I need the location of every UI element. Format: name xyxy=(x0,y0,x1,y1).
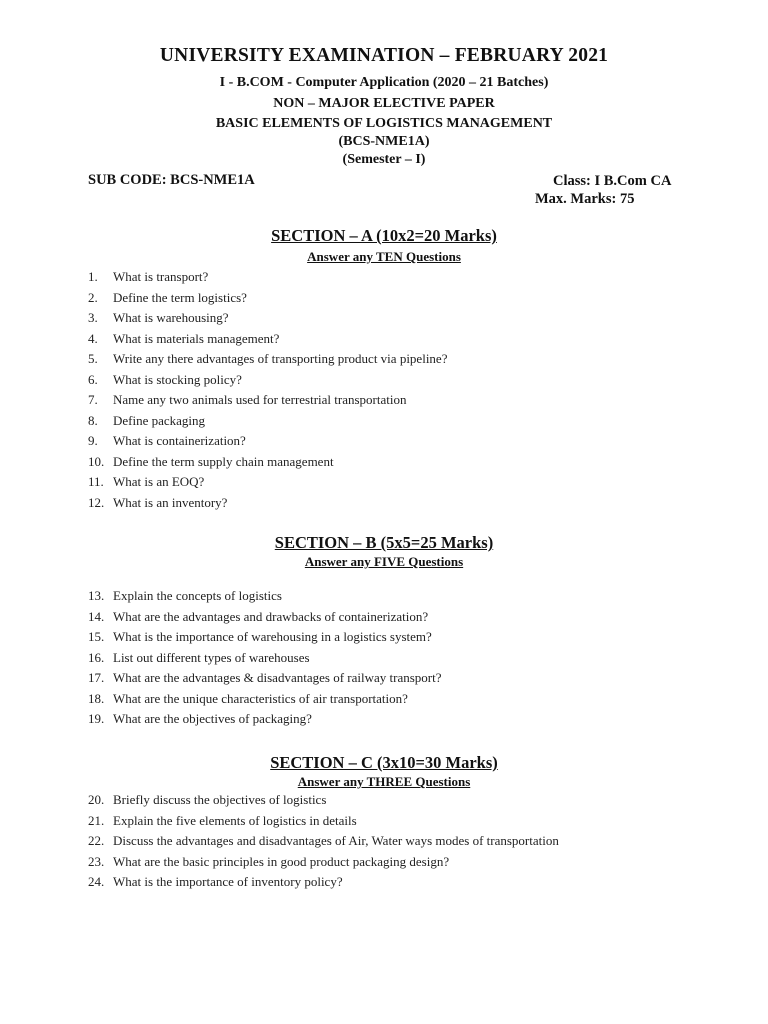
question-text: What are the advantages & disadvantages of railway transport? xyxy=(113,670,442,685)
question-number: 11. xyxy=(88,474,104,489)
question-text: What is the importance of inventory policy? xyxy=(113,874,343,889)
question-item xyxy=(88,627,708,648)
sub-code: SUB CODE: BCS-NME1A xyxy=(88,172,255,188)
question-item xyxy=(88,648,708,669)
question-number: 16. xyxy=(88,649,105,665)
paper-type-line: NON – MAJOR ELECTIVE PAPER xyxy=(273,96,495,111)
question-text: What are the advantages and drawbacks of containerization? xyxy=(113,608,429,624)
question-item xyxy=(88,411,708,432)
question-text: What is an inventory? xyxy=(113,494,228,510)
question-number: 24. xyxy=(88,874,105,889)
question-item xyxy=(88,493,708,514)
section-c-heading: SECTION – C (3x10=30 Marks) xyxy=(270,753,498,772)
question-number: 1. xyxy=(88,269,98,284)
question-number: 12. xyxy=(88,494,105,510)
question-number: 10. xyxy=(88,453,105,469)
question-text: What is the importance of warehousing in a logistics system? xyxy=(113,629,432,644)
question-item xyxy=(88,329,708,350)
paper-code-line: (BCS-NME1A) xyxy=(338,134,430,149)
question-text: What is an EOQ? xyxy=(113,474,205,489)
class-label: Class: I B.Com CA xyxy=(553,173,672,189)
question-text: What are the basic principles in good product packaging design? xyxy=(113,853,450,869)
question-number: 20. xyxy=(88,792,105,807)
question-number: 18. xyxy=(88,690,105,706)
section-c-questions xyxy=(88,790,708,893)
question-item xyxy=(88,288,708,309)
question-item xyxy=(88,472,708,493)
section-b-instruction: Answer any FIVE Questions xyxy=(304,554,464,569)
question-number: 6. xyxy=(88,371,98,387)
question-number: 3. xyxy=(88,310,98,325)
semester-line: (Semester – I) xyxy=(342,152,426,167)
question-text: Explain the concepts of logistics xyxy=(113,588,282,603)
question-text: What is materials management? xyxy=(113,330,280,346)
question-number: 2. xyxy=(88,289,98,305)
question-text: What is transport? xyxy=(113,269,209,284)
question-item xyxy=(88,308,708,329)
question-text: Define the term logistics? xyxy=(113,289,247,305)
section-b-questions xyxy=(88,586,708,730)
question-text: What are the objectives of packaging? xyxy=(113,711,312,726)
section-c-instruction: Answer any THREE Questions xyxy=(297,774,471,789)
question-number: 19. xyxy=(88,711,105,726)
question-item xyxy=(88,689,708,710)
section-b-heading: SECTION – B (5x5=25 Marks) xyxy=(274,533,494,552)
question-item xyxy=(88,668,708,689)
question-item xyxy=(88,431,708,452)
question-text: Briefly discuss the objectives of logistics xyxy=(113,792,327,807)
question-item xyxy=(88,607,708,628)
question-number: 17. xyxy=(88,670,105,685)
question-number: 22. xyxy=(88,833,105,848)
section-a-instruction: Answer any TEN Questions xyxy=(307,249,461,264)
max-marks: Max. Marks: 75 xyxy=(535,191,635,207)
question-number: 8. xyxy=(88,412,98,428)
question-number: 7. xyxy=(88,392,98,407)
question-text: Explain the five elements of logistics in details xyxy=(113,812,357,828)
question-number: 9. xyxy=(88,433,98,448)
question-number: 5. xyxy=(88,351,98,366)
question-number: 13. xyxy=(88,588,105,603)
question-number: 15. xyxy=(88,629,105,644)
question-number: 21. xyxy=(88,812,105,828)
question-item xyxy=(88,811,708,832)
question-text: What are the unique characteristics of air transportation? xyxy=(113,690,408,706)
class-and-marks xyxy=(535,172,685,208)
question-text: Name any two animals used for terrestrial transportation xyxy=(113,392,407,407)
question-item xyxy=(88,452,708,473)
question-number: 23. xyxy=(88,853,105,869)
question-text: Write any there advantages of transporting product via pipeline? xyxy=(113,351,448,366)
question-number: 4. xyxy=(88,330,98,346)
question-item xyxy=(88,267,708,288)
section-a-questions xyxy=(88,267,708,513)
exam-title: UNIVERSITY EXAMINATION – FEBRUARY 2021 xyxy=(159,45,609,66)
program-line: I - B.COM - Computer Application (2020 – 21 Batches) xyxy=(219,75,549,90)
question-text: Define packaging xyxy=(113,412,206,428)
question-text: Define the term supply chain management xyxy=(113,453,334,469)
question-text: List out different types of warehouses xyxy=(113,649,310,665)
question-item xyxy=(88,872,708,893)
question-item xyxy=(88,370,708,391)
question-number: 14. xyxy=(88,608,105,624)
question-item xyxy=(88,586,708,607)
question-text: What is stocking policy? xyxy=(113,371,242,387)
question-item xyxy=(88,709,708,730)
question-item xyxy=(88,349,708,370)
question-item xyxy=(88,790,708,811)
question-text: Discuss the advantages and disadvantages of Air, Water ways modes of transportation xyxy=(113,833,559,848)
section-a-heading: SECTION – A (10x2=20 Marks) xyxy=(271,226,497,245)
question-item xyxy=(88,831,708,852)
question-item xyxy=(88,852,708,873)
question-text: What is warehousing? xyxy=(113,310,229,325)
question-text: What is containerization? xyxy=(113,433,246,448)
question-item xyxy=(88,390,708,411)
paper-title-line: BASIC ELEMENTS OF LOGISTICS MANAGEMENT xyxy=(215,116,553,131)
